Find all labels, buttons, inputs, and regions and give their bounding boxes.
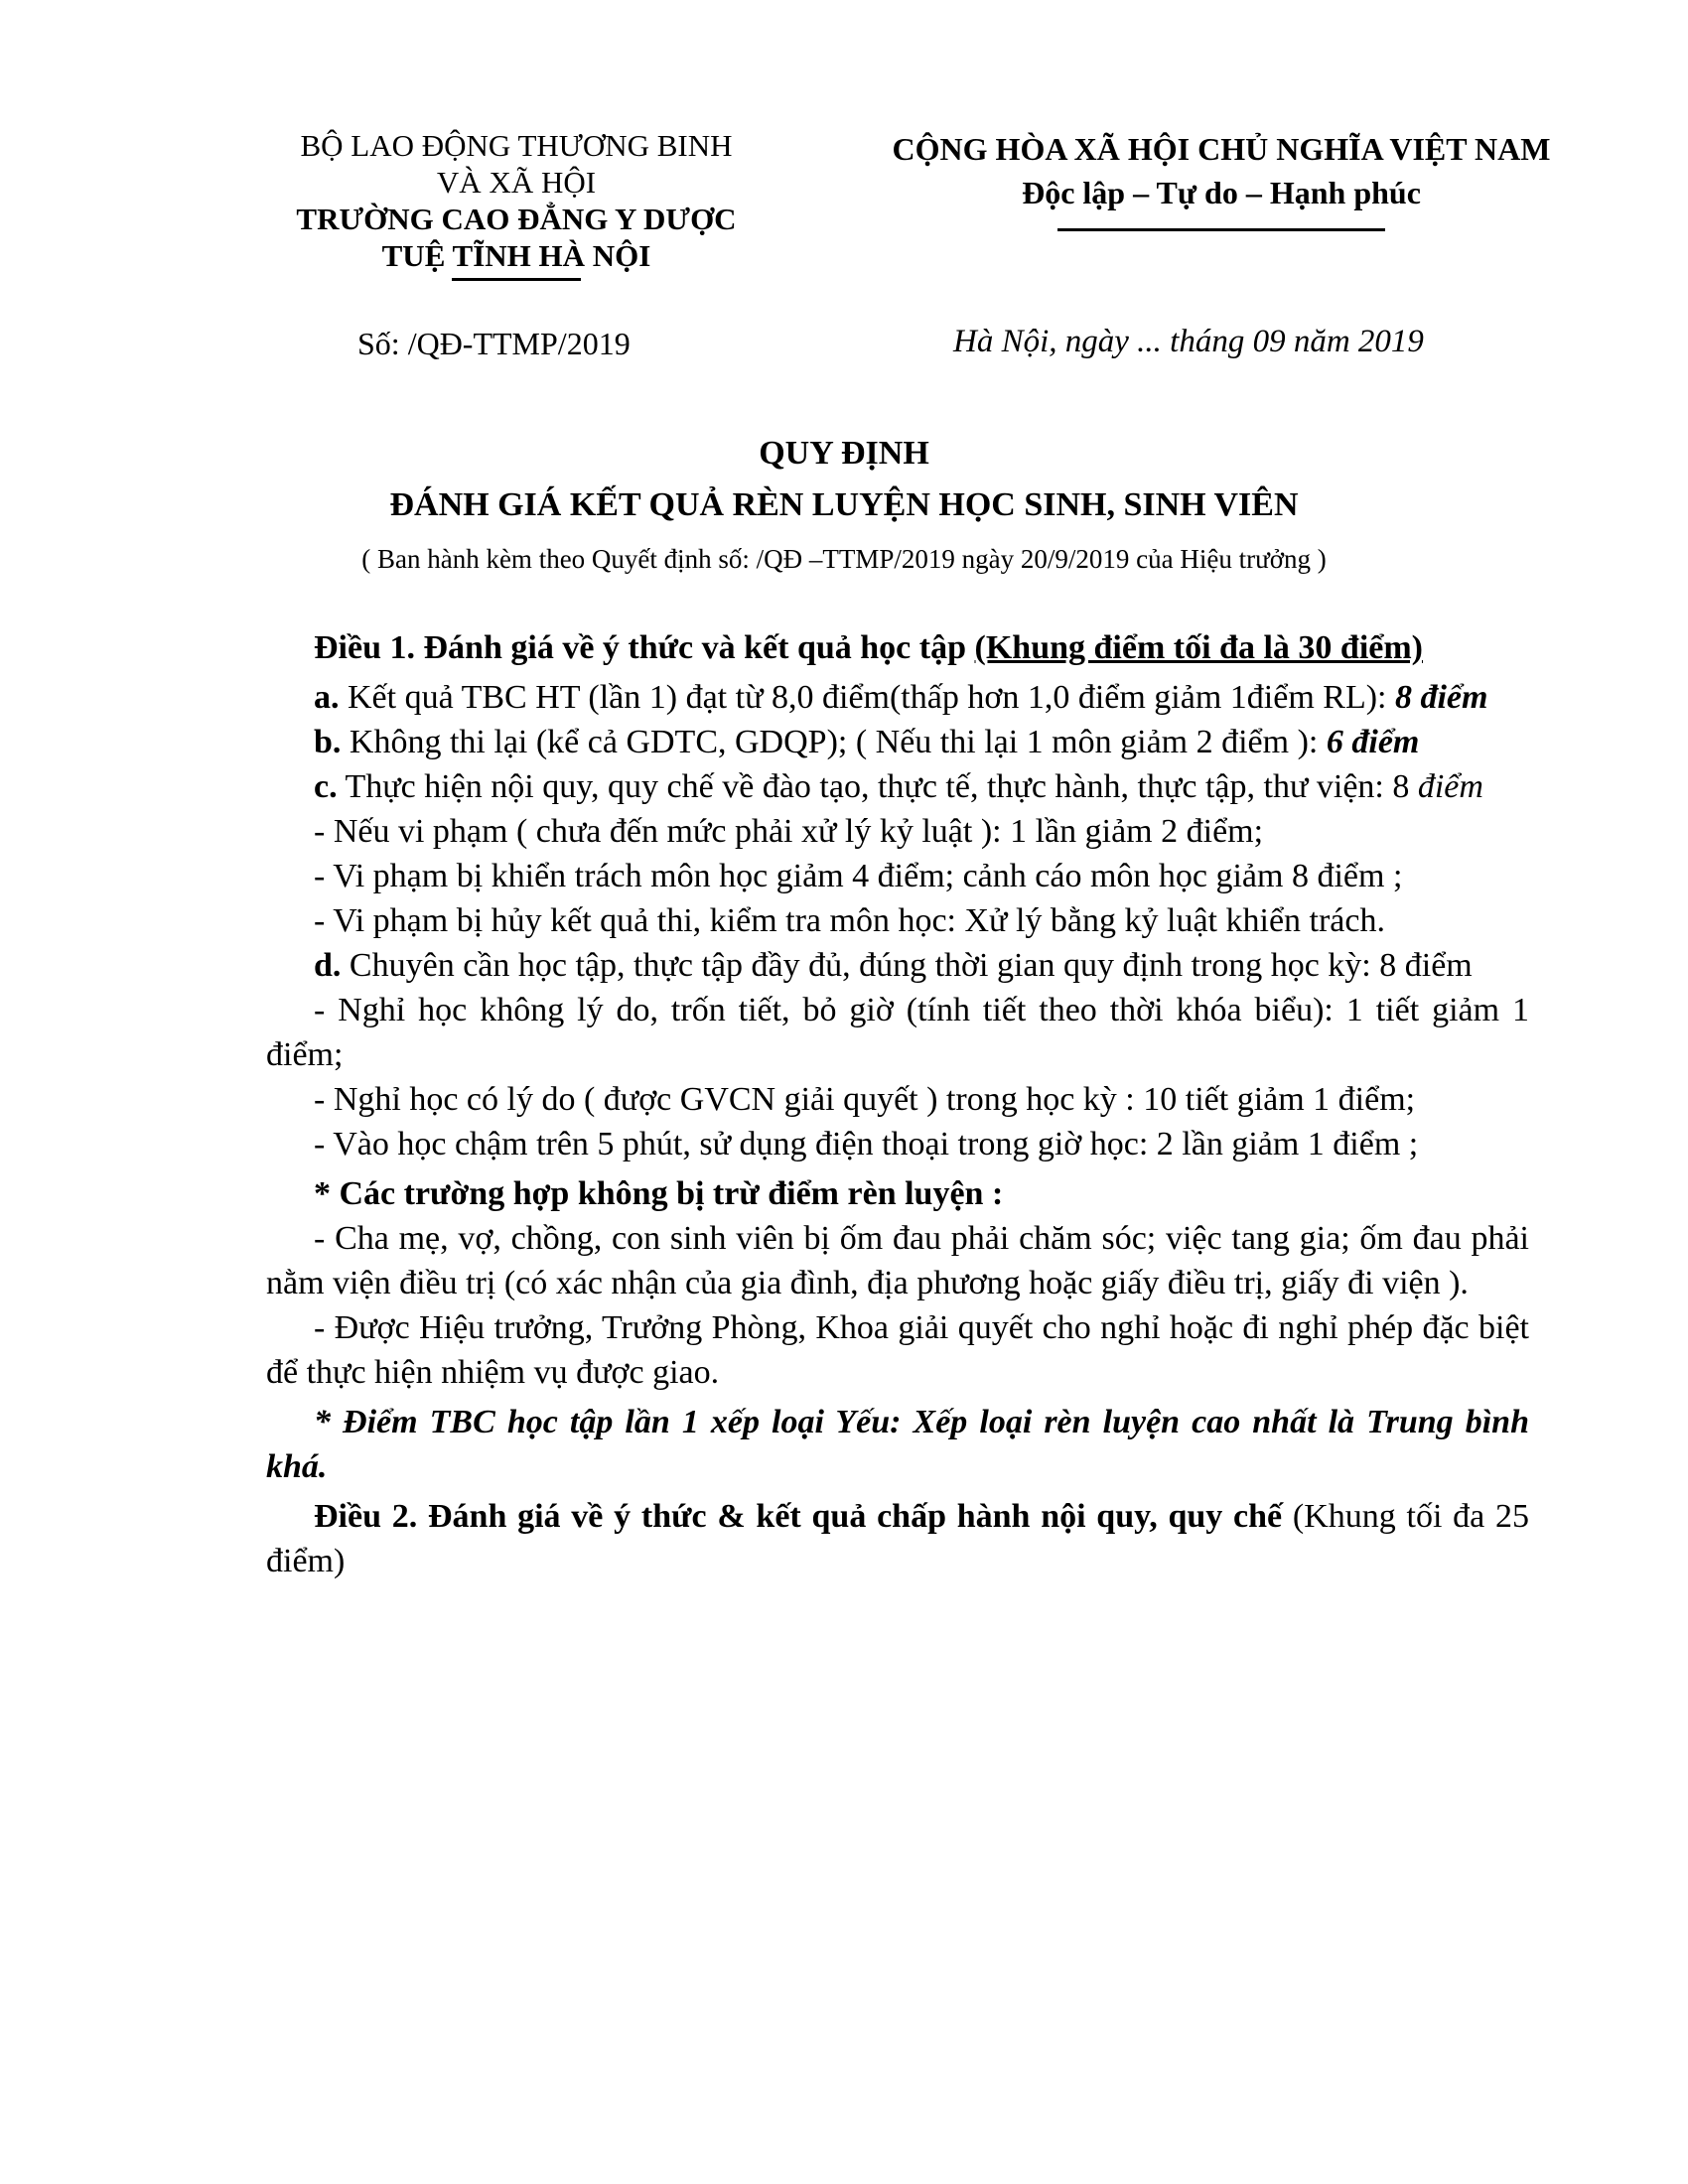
exceptions-heading: * Các trường hợp không bị trừ điểm rèn luyện : (314, 1175, 1004, 1212)
item-a-text: Kết quả TBC HT (lần 1) đạt từ 8,0 điểm(thấp hơn 1,0 điểm giảm 1điểm RL): (339, 679, 1395, 716)
item-a (266, 675, 1529, 720)
item-b (266, 720, 1529, 764)
article-2-heading (266, 1494, 1529, 1583)
item-b-label: b. (314, 724, 342, 760)
item-c-label: c. (314, 768, 338, 805)
article-2-max-score: (Khung tối đa 25 điểm) (266, 1498, 1530, 1579)
article-2-title: Điều 2. Đánh giá về ý thức & kết quả chấp hành nội quy, quy chế (314, 1498, 1283, 1535)
item-a-score: 8 điểm (1394, 679, 1488, 716)
item-d-sub: - Nghỉ học không lý do, trốn tiết, bỏ giờ (tính tiết theo thời khóa biểu): 1 tiết giảm 1 điểm; (266, 992, 1529, 1073)
ministry-header (248, 127, 784, 281)
ministry-name-line2: VÀ XÃ HỘI (436, 165, 597, 200)
item-c (266, 764, 1529, 809)
item-b-text: Không thi lại (kể cả GDTC, GDQP); ( Nếu thi lại 1 môn giảm 2 điểm ): (341, 724, 1327, 760)
header-divider (452, 278, 581, 281)
national-title: CỘNG HÒA XÃ HỘI CHỦ NGHĨA VIỆT NAM (892, 131, 1551, 167)
item-c-sub: - Vi phạm bị khiển trách môn học giảm 4 điểm; cảnh cáo môn học giảm 8 điểm ; (314, 858, 1403, 894)
item-b-score: 6 điểm (1326, 724, 1420, 760)
school-name-line1: TRƯỜNG CAO ĐẲNG Y DƯỢC (296, 202, 737, 236)
article-1-title: Điều 1. Đánh giá về ý thức và kết quả học tập (314, 629, 975, 666)
item-d-sub: - Nghỉ học có lý do ( được GVCN giải quyết ) trong học kỳ : 10 tiết giảm 1 điểm; (314, 1081, 1416, 1118)
national-header (854, 127, 1589, 231)
article-1-max-score: (Khung điểm tối đa là 30 điểm) (974, 629, 1423, 666)
motto-divider (1057, 228, 1385, 231)
ministry-name-line1: BỘ LAO ĐỘNG THƯƠNG BINH (300, 128, 733, 163)
document-number: Số: /QĐ-TTMP/2019 (357, 326, 631, 361)
item-c-sub: - Vi phạm bị hủy kết quả thi, kiểm tra môn học: Xử lý bằng kỷ luật khiển trách. (314, 902, 1385, 939)
issuance-note: ( Ban hành kèm theo Quyết định số: /QĐ –TTMP/2019 ngày 20/9/2019 của Hiệu trưởng ) (361, 544, 1327, 574)
item-a-label: a. (314, 679, 340, 716)
national-motto: Độc lập – Tự do – Hạnh phúc (1022, 175, 1421, 210)
exception-item: - Cha mẹ, vợ, chồng, con sinh viên bị ốm đau phải chăm sóc; việc tang gia; ốm đau phải nằm viện điều trị (có xác nhận của gia đình, địa phương hoặc giấy điều trị, giấy đi viện ). (266, 1220, 1529, 1301)
document-body (266, 625, 1529, 1583)
item-d (266, 943, 1529, 988)
place-date: Hà Nội, ngày ... tháng 09 năm 2019 (953, 324, 1424, 359)
item-d-sub: - Vào học chậm trên 5 phút, sử dụng điện thoại trong giờ học: 2 lần giảm 1 điểm ; (314, 1126, 1419, 1162)
item-c-text: Thực hiện nội quy, quy chế về đào tạo, thực tế, thực hành, thực tập, thư viện: 8 (337, 768, 1418, 805)
item-c-sub: - Nếu vi phạm ( chưa đến mức phải xử lý kỷ luật ): 1 lần giảm 2 điểm; (314, 813, 1264, 850)
article-1-heading (266, 625, 1529, 670)
item-d-text: Chuyên cần học tập, thực tập đầy đủ, đúng thời gian quy định trong học kỳ: 8 điểm (341, 947, 1473, 984)
exception-item: - Được Hiệu trưởng, Trưởng Phòng, Khoa giải quyết cho nghỉ hoặc đi nghỉ phép đặc biệt để thực hiện nhiệm vụ được giao. (266, 1309, 1529, 1391)
document-title: QUY ĐỊNH (759, 435, 929, 472)
school-name-line2: TUỆ TĨNH HÀ NỘI (381, 238, 651, 273)
rating-note: * Điểm TBC học tập lần 1 xếp loại Yếu: Xếp loại rèn luyện cao nhất là Trung bình khá. (266, 1404, 1529, 1485)
item-d-label: d. (314, 947, 342, 984)
item-c-score-unit: điểm (1417, 768, 1483, 805)
document-subject: ĐÁNH GIÁ KẾT QUẢ RÈN LUYỆN HỌC SINH, SINH VIÊN (389, 486, 1299, 523)
